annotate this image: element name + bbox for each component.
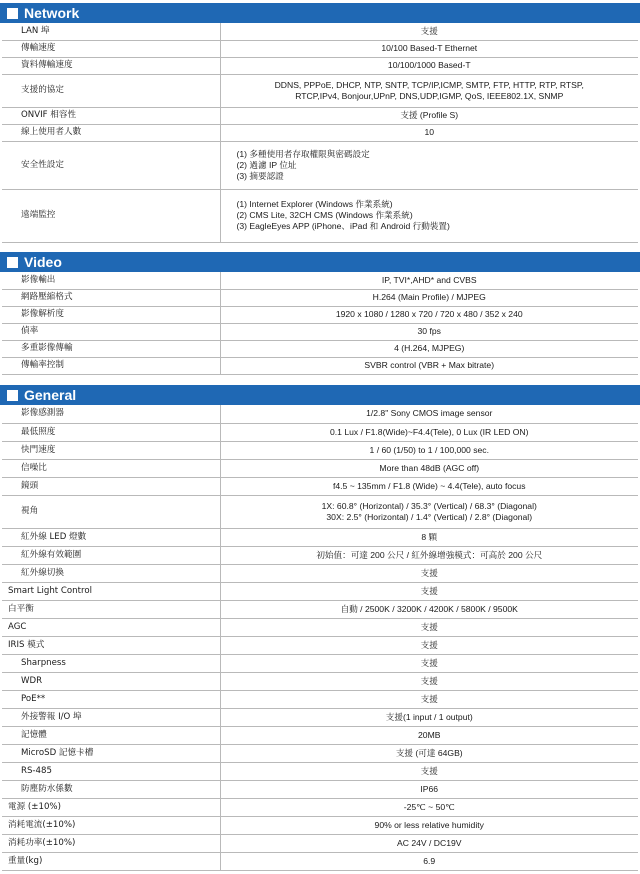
spec-value: [220, 708, 638, 726]
square-bullet-icon: [7, 257, 18, 268]
network-section: [0, 3, 640, 243]
spec-value-line: 支援: [420, 657, 438, 668]
spec-value-line: 10: [424, 127, 435, 137]
spec-table: [2, 405, 638, 871]
spec-row: [2, 528, 638, 546]
spec-value-line: 6.9: [423, 855, 436, 866]
spec-label: 記憶體: [2, 726, 220, 744]
spec-value-line: (3) EagleEyes APP (iPhone、iPad 和 Android 行動裝置): [236, 221, 450, 231]
spec-row: [2, 405, 638, 423]
spec-row: [2, 672, 638, 690]
spec-value-line: 1X: 60.8° (Horizontal) / 35.3° (Vertical) / 68.3° (Diagonal): [321, 500, 537, 511]
spec-value: [220, 564, 638, 582]
spec-label: 傳輸率控制: [2, 357, 220, 374]
section-title: General: [24, 387, 77, 403]
spec-label: MicroSD 記憶卡槽: [2, 744, 220, 762]
spec-value-line: 支援: [420, 693, 438, 704]
spec-value-line: 1/2.8" Sony CMOS image sensor: [366, 408, 493, 419]
spec-value: [220, 357, 638, 374]
spec-value: [220, 423, 638, 441]
spec-row: [2, 23, 638, 40]
spec-label: 消耗功率(±10%): [2, 834, 220, 852]
general-section: [0, 385, 640, 871]
spec-label: 安全性設定: [2, 141, 220, 189]
spec-value: [220, 74, 638, 107]
spec-value: [220, 618, 638, 636]
spec-row: [2, 289, 638, 306]
spec-value: [220, 636, 638, 654]
spec-value: [220, 582, 638, 600]
video-section: [0, 252, 640, 375]
spec-row: [2, 618, 638, 636]
spec-value: [220, 798, 638, 816]
spec-label: Sharpness: [2, 654, 220, 672]
spec-label: 消耗電流(±10%): [2, 816, 220, 834]
spec-label: 紅外線切換: [2, 564, 220, 582]
spec-value: [220, 477, 638, 495]
spec-value: [220, 690, 638, 708]
spec-value-line: 支援 (Profile S): [400, 110, 459, 120]
spec-row: [2, 834, 638, 852]
spec-label: 快門速度: [2, 441, 220, 459]
spec-value: [220, 528, 638, 546]
spec-label: AGC: [2, 618, 220, 636]
spec-row: [2, 636, 638, 654]
spec-label: 外接警報 I/O 埠: [2, 708, 220, 726]
spec-row: [2, 495, 638, 528]
spec-value-line: 支援: [420, 585, 438, 596]
spec-value: [220, 600, 638, 618]
spec-row: [2, 744, 638, 762]
spec-label: 視角: [2, 495, 220, 528]
spec-label: 防塵防水係數: [2, 780, 220, 798]
spec-value: [220, 726, 638, 744]
spec-value-line: (3) 摘要認證: [236, 170, 284, 181]
spec-value-line: 支援: [420, 621, 438, 632]
spec-row: [2, 798, 638, 816]
spec-value: [220, 654, 638, 672]
spec-row: [2, 690, 638, 708]
spec-label: 信噪比: [2, 459, 220, 477]
spec-value-line: 支援: [420, 675, 438, 686]
spec-value-line: (2) CMS Lite, 32CH CMS (Windows 作業系統): [236, 210, 413, 220]
spec-value: [220, 323, 638, 340]
spec-row: [2, 189, 638, 242]
spec-row: [2, 654, 638, 672]
section-title: Video: [24, 254, 62, 270]
spec-label: 鏡頭: [2, 477, 220, 495]
spec-label: 最低照度: [2, 423, 220, 441]
spec-row: [2, 477, 638, 495]
spec-value: [220, 40, 638, 57]
spec-value: [220, 495, 638, 528]
spec-row: [2, 726, 638, 744]
spec-value: [220, 23, 638, 40]
spec-row: [2, 124, 638, 141]
spec-row: [2, 816, 638, 834]
spec-value-line: 支援: [420, 765, 438, 776]
spec-value-line: 自動 / 2500K / 3200K / 4200K / 5800K / 9500K: [340, 603, 518, 614]
spec-value-line: (1) 多種使用者存取權限與密碼設定: [236, 148, 370, 159]
spec-label: 線上使用者人數: [2, 124, 220, 141]
spec-value-line: AC 24V / DC19V: [397, 837, 462, 848]
spec-label: 影像輸出: [2, 272, 220, 289]
spec-value: [220, 189, 638, 242]
spec-value: [220, 441, 638, 459]
spec-value: [220, 57, 638, 74]
spec-value-line: 30 fps: [417, 326, 441, 336]
spec-value: [220, 459, 638, 477]
spec-value: [220, 546, 638, 564]
spec-label: 偵率: [2, 323, 220, 340]
spec-value-line: 30X: 2.5° (Horizontal) / 1.4° (Vertical) / 2.8° (Diagonal): [326, 511, 533, 522]
spec-value-line: 20MB: [418, 729, 441, 740]
spec-label: 紅外線有效範圍: [2, 546, 220, 564]
spec-row: [2, 272, 638, 289]
spec-value-line: 支援(1 input / 1 output): [385, 711, 473, 722]
spec-value-line: IP, TVI*,AHD* and CVBS: [381, 274, 477, 285]
spec-value-line: SVBR control (VBR + Max bitrate): [364, 360, 495, 370]
spec-value: [220, 744, 638, 762]
spec-value-line: 10/100/1000 Based-T: [387, 60, 471, 70]
spec-row: [2, 546, 638, 564]
spec-row: [2, 357, 638, 374]
spec-label: LAN 埠: [2, 23, 220, 40]
spec-row: [2, 141, 638, 189]
spec-value-line: 支援: [420, 567, 438, 578]
spec-value-line: H.264 (Main Profile) / MJPEG: [372, 292, 486, 302]
spec-row: [2, 780, 638, 798]
spec-value-line: More than 48dB (AGC off): [379, 462, 480, 473]
spec-value: [220, 780, 638, 798]
spec-value: [220, 272, 638, 289]
section-header: [0, 252, 640, 272]
spec-value: [220, 405, 638, 423]
spec-value: [220, 672, 638, 690]
spec-label: RS-485: [2, 762, 220, 780]
spec-value-line: -25℃ ~ 50℃: [403, 801, 455, 812]
spec-label: PoE**: [2, 690, 220, 708]
spec-value-line: 90% or less relative humidity: [374, 819, 484, 830]
spec-label: 白平衡: [2, 600, 220, 618]
spec-value-line: 支援 (可達 64GB): [395, 747, 463, 758]
square-bullet-icon: [7, 8, 18, 19]
spec-value-line: (1) Internet Explorer (Windows 作業系統): [236, 199, 393, 209]
section-header: [0, 385, 640, 405]
spec-row: [2, 459, 638, 477]
spec-row: [2, 74, 638, 107]
spec-row: [2, 852, 638, 870]
spec-row: [2, 107, 638, 124]
spec-value-line: 1920 x 1080 / 1280 x 720 / 720 x 480 / 352 x 240: [335, 309, 523, 319]
spec-value: [220, 124, 638, 141]
spec-row: [2, 564, 638, 582]
spec-value: [220, 852, 638, 870]
spec-table: [2, 23, 638, 243]
spec-value-line: 4 (H.264, MJPEG): [394, 343, 465, 353]
spec-row: [2, 600, 638, 618]
spec-value: [220, 289, 638, 306]
spec-value: [220, 306, 638, 323]
spec-value-line: 支援: [420, 639, 438, 650]
spec-value-line: 10/100 Based-T Ethernet: [381, 43, 478, 53]
spec-row: [2, 423, 638, 441]
spec-value: [220, 816, 638, 834]
spec-value: [220, 834, 638, 852]
spec-row: [2, 762, 638, 780]
spec-label: 紅外線 LED 燈數: [2, 528, 220, 546]
spec-label: WDR: [2, 672, 220, 690]
spec-label: 網路壓縮格式: [2, 289, 220, 306]
spec-row: [2, 57, 638, 74]
square-bullet-icon: [7, 390, 18, 401]
spec-label: 支援的協定: [2, 74, 220, 107]
spec-row: [2, 441, 638, 459]
spec-value-line: (2) 過濾 IP 位址: [236, 159, 297, 170]
spec-label: 影像解析度: [2, 306, 220, 323]
section-header: [0, 3, 640, 23]
spec-value-line: 支援: [420, 25, 438, 36]
spec-label: Smart Light Control: [2, 582, 220, 600]
spec-row: [2, 582, 638, 600]
spec-value-line: 初始值：可達 200 公尺 / 紅外線增強模式：可高於 200 公尺: [316, 549, 543, 560]
spec-label: 重量(kg): [2, 852, 220, 870]
spec-value: [220, 762, 638, 780]
spec-label: 多重影像傳輸: [2, 340, 220, 357]
spec-row: [2, 306, 638, 323]
spec-row: [2, 323, 638, 340]
spec-row: [2, 708, 638, 726]
spec-label: 電源 (±10%): [2, 798, 220, 816]
spec-value-line: DDNS, PPPoE, DHCP, NTP, SNTP, TCP/IP,ICMP, SMTP, FTP, HTTP, RTP, RTSP,: [274, 79, 584, 90]
spec-value-line: RTCP,IPv4, Bonjour,UPnP, DNS,UDP,IGMP, QoS, IEEE802.1X, SNMP: [295, 90, 564, 101]
spec-label: 資料傳輸速度: [2, 57, 220, 74]
spec-row: [2, 340, 638, 357]
spec-value: [220, 340, 638, 357]
spec-value-line: 8 顆: [421, 531, 438, 542]
spec-label: 遠端監控: [2, 189, 220, 242]
spec-value: [220, 141, 638, 189]
spec-value: [220, 107, 638, 124]
spec-value-line: f4.5 ~ 135mm / F1.8 (Wide) ~ 4.4(Tele), auto focus: [333, 480, 526, 491]
section-title: Network: [24, 5, 80, 21]
spec-value-line: 0.1 Lux / F1.8(Wide)~F4.4(Tele), 0 Lux (IR LED ON): [330, 426, 529, 437]
spec-row: [2, 40, 638, 57]
spec-label: 影像感測器: [2, 405, 220, 423]
spec-value-line: 1 / 60 (1/50) to 1 / 100,000 sec.: [369, 444, 489, 455]
spec-value-line: IP66: [420, 783, 439, 794]
spec-label: IRIS 模式: [2, 636, 220, 654]
spec-label: 傳輸速度: [2, 40, 220, 57]
spec-table: [2, 272, 638, 375]
spec-label: ONVIF 相容性: [2, 107, 220, 124]
